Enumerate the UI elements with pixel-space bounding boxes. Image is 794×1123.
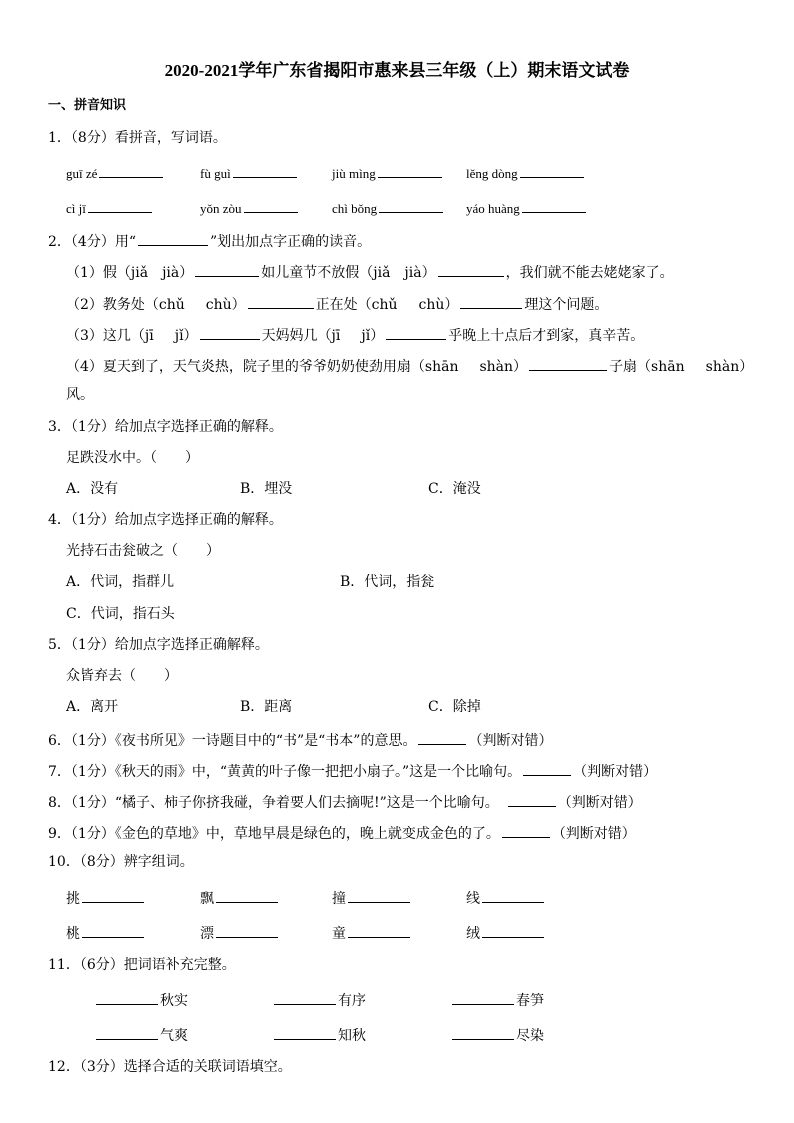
question-1-stem: 1．（8分）看拼音，写词语。 [48,130,227,146]
pinyin-item: jiù mìng [332,164,444,180]
option-b[interactable]: B．距离 [240,699,293,715]
idiom-blank: 秋实 [94,991,188,1008]
word-blank: 桃 [66,924,146,941]
idiom-blank: 知秋 [272,1026,366,1043]
option-c[interactable]: C．除掉 [428,699,481,715]
question-4-stem: 4．（1分）给加点字选择正确的解释。 [48,512,283,528]
idiom-blank: 尽染 [450,1026,544,1043]
question-2-line-3: （3）这几（jī jǐ） 天妈妈几（jī jǐ） 乎晚上十点后才到家，真辛苦。 [66,328,645,344]
word-blank: 线 [466,889,546,906]
question-2-line-4: （4）夏天到了，天气炎热，院子里的爷爷奶奶使劲用扇（shān shàn） 子扇（shān shàn） [66,359,754,375]
question-7: 7．（1分）《秋天的雨》中，“黄黄的叶子像一把把小扇子。”这是一个比喻句。 （判断对错） [48,764,658,780]
question-3-sentence: 足跌没水中。（ ） [66,450,199,466]
question-4-sentence: 光持石击瓮破之（ ） [66,543,220,559]
idiom-blank: 有序 [272,991,366,1008]
question-6: 6．（1分）《夜书所见》一诗题目中的“书”是“书本”的意思。 （判断对错） [48,733,553,749]
option-c[interactable]: C．代词，指石头 [66,606,175,622]
pinyin-item: yǒn zòu [200,199,300,215]
page-title: 2020-2021学年广东省揭阳市惠来县三年级（上）期末语文试卷 [164,61,630,80]
word-blank: 绒 [466,924,546,941]
question-3-stem: 3．（1分）给加点字选择正确的解释。 [48,419,283,435]
word-blank: 漂 [200,924,280,941]
option-b[interactable]: B．代词，指瓮 [340,574,435,590]
word-blank: 挑 [66,889,146,906]
option-c[interactable]: C．淹没 [428,481,481,497]
pinyin-item: cì jī [66,199,154,215]
question-2-stem: 2．（4分）用“ ”划出加点字正确的读音。 [48,234,372,250]
question-2-line-5: 风。 [66,387,94,403]
question-10-stem: 10．（8分）辨字组词。 [48,854,194,870]
question-5-sentence: 众皆弃去（ ） [66,668,178,684]
question-2-line-2: （2）教务处（chǔ chù） 正在处（chǔ chù） 理这个问题。 [66,297,609,313]
pinyin-item: lěng dòng [466,164,586,180]
idiom-blank: 气爽 [94,1026,188,1043]
word-blank: 童 [332,924,412,941]
pinyin-item: guī zé [66,164,165,180]
word-blank: 撞 [332,889,412,906]
pinyin-item: yáo huàng [466,199,588,215]
option-a[interactable]: A．代词，指群儿 [66,574,175,590]
question-5-stem: 5．（1分）给加点字选择正确解释。 [48,637,269,653]
pinyin-item: chì bǒng [332,199,445,215]
option-b[interactable]: B．埋没 [240,481,293,497]
idiom-blank: 春笋 [450,991,544,1008]
option-a[interactable]: A．没有 [66,481,119,497]
question-8: 8．（1分）“橘子、柿子你挤我碰，争着要人们去摘呢!”这是一个比喻句。 （判断对错） [48,795,642,811]
question-2-line-1: （1）假（jiǎ jià） 如儿童节不放假（jiǎ jià） ，我们就不能去姥姥家了。 [66,265,674,281]
section-heading: 一、拼音知识 [48,98,127,113]
word-blank: 飘 [200,889,280,906]
option-a[interactable]: A．离开 [66,699,119,715]
pinyin-item: fù guì [200,164,299,180]
question-11-stem: 11．（6分）把词语补充完整。 [48,957,236,973]
question-12-stem: 12．（3分）选择合适的关联词语填空。 [48,1059,292,1075]
question-9: 9．（1分）《金色的草地》中，草地早晨是绿色的，晚上就变成金色的了。 （判断对错） [48,826,636,842]
